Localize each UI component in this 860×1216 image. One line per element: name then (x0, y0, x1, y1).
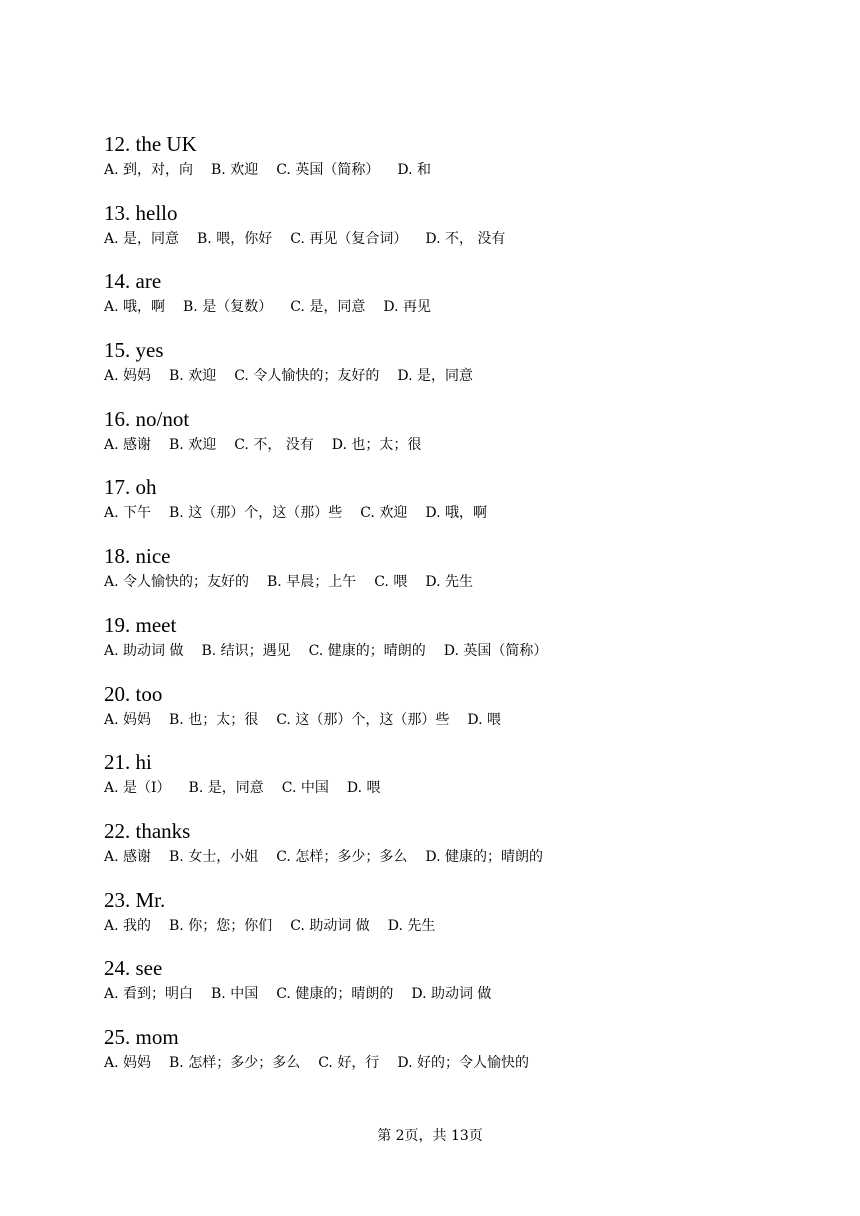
option-row (104, 778, 804, 798)
answer-option: A. 看到；明白 (104, 986, 194, 1003)
question-word: 24. see (104, 956, 163, 981)
option-row (104, 916, 804, 936)
option-row (104, 572, 804, 592)
answer-option: C. 是，同意 (290, 299, 366, 316)
answer-option: A. 是，同意 (104, 230, 180, 247)
answer-option: C. 中国 (281, 780, 329, 797)
answer-option: B. 是，同意 (188, 780, 264, 797)
answer-option: B. 是（复数） (183, 299, 273, 316)
question-item (104, 681, 804, 750)
answer-option: C. 欢迎 (360, 505, 408, 522)
answer-option: B. 早晨；上午 (267, 574, 357, 591)
answer-option: A. 妈妈 (104, 1054, 152, 1071)
answer-option: A. 到，对，向 (104, 162, 194, 178)
answer-option: D. 先生 (387, 917, 436, 934)
answer-option: D. 不， 没有 (425, 230, 506, 247)
question-list (104, 131, 804, 1093)
question-item (104, 818, 804, 887)
answer-option: B. 这（那）个，这（那）些 (169, 505, 343, 522)
question-item (104, 337, 804, 406)
question-word: 13. hello (104, 200, 178, 225)
page-footer: 第 2页，共 13页 (377, 1128, 483, 1144)
answer-option: C. 英国（简称） (276, 162, 380, 178)
question-item (104, 612, 804, 681)
answer-option: D. 哦，啊 (425, 505, 487, 522)
answer-option: A. 是（I） (104, 780, 171, 797)
answer-option: A. 妈妈 (104, 368, 152, 385)
answer-option: B. 也；太；很 (169, 711, 259, 728)
answer-option: B. 怎样；多少；多么 (169, 1054, 301, 1071)
answer-option: D. 先生 (425, 574, 473, 591)
question-item (104, 131, 804, 200)
question-word: 20. too (104, 681, 163, 706)
answer-option: C. 好，行 (318, 1054, 380, 1071)
question-word: 18. nice (104, 544, 171, 569)
option-row (104, 641, 804, 661)
answer-option: D. 英国（简称） (443, 642, 548, 659)
answer-option: C. 再见（复合词） (290, 230, 408, 247)
answer-option: D. 喂 (467, 711, 501, 728)
question-word: 25. mom (104, 1024, 179, 1049)
option-row (104, 435, 804, 455)
answer-option: C. 健康的；晴朗的 (308, 642, 426, 659)
answer-option: A. 助动词 做 (104, 642, 184, 659)
answer-option: A. 感谢 (104, 436, 152, 453)
question-word: 14. are (104, 269, 162, 294)
option-row (104, 229, 804, 249)
question-item (104, 200, 804, 269)
answer-option: B. 中国 (211, 986, 259, 1003)
question-word: 12. the UK (104, 132, 197, 156)
answer-option: A. 下午 (104, 505, 152, 522)
option-row (104, 297, 804, 317)
answer-option: D. 助动词 做 (411, 986, 492, 1003)
option-row (104, 710, 804, 730)
answer-option: A. 令人愉快的；友好的 (104, 574, 250, 591)
question-word: 23. Mr. (104, 887, 166, 912)
question-word: 15. yes (104, 338, 164, 363)
option-row (104, 1053, 804, 1073)
answer-option: B. 欢迎 (169, 436, 217, 453)
answer-option: A. 感谢 (104, 848, 152, 865)
option-row (104, 366, 804, 386)
answer-option: B. 欢迎 (211, 162, 259, 178)
answer-option: C. 助动词 做 (290, 917, 370, 934)
option-row (104, 984, 804, 1004)
answer-option: D. 再见 (383, 299, 431, 316)
question-item (104, 1024, 804, 1093)
answer-option: D. 喂 (346, 780, 381, 797)
answer-option: D. 健康的；晴朗的 (425, 848, 543, 865)
answer-option: B. 结识；遇见 (201, 642, 291, 659)
answer-option: A. 妈妈 (104, 711, 152, 728)
answer-option: C. 令人愉快的；友好的 (234, 368, 380, 385)
answer-option: D. 也；太；很 (331, 436, 422, 453)
question-item (104, 474, 804, 543)
question-item (104, 543, 804, 612)
answer-option: D. 好的；令人愉快的 (397, 1054, 529, 1071)
answer-option: C. 不， 没有 (234, 436, 314, 453)
question-word: 22. thanks (104, 818, 191, 843)
answer-option: C. 怎样；多少；多么 (276, 848, 408, 865)
answer-option: B. 欢迎 (169, 368, 217, 385)
answer-option: B. 你；您；你们 (169, 917, 273, 934)
question-word: 19. meet (104, 612, 177, 637)
answer-option: A. 我的 (104, 917, 152, 934)
question-item (104, 268, 804, 337)
question-word: 21. hi (104, 750, 152, 775)
answer-option: C. 喂 (374, 574, 408, 591)
question-item (104, 406, 804, 475)
answer-option: D. 和 (397, 162, 431, 178)
answer-option: A. 哦，啊 (104, 299, 166, 316)
answer-option: C. 这（那）个，这（那）些 (276, 711, 450, 728)
option-row (104, 847, 804, 867)
answer-option: D. 是，同意 (397, 368, 473, 385)
question-item (104, 749, 804, 818)
answer-option: B. 喂，你好 (197, 230, 273, 247)
answer-option: B. 女士，小姐 (169, 848, 259, 865)
option-row (104, 503, 804, 523)
answer-option: C. 健康的；晴朗的 (276, 986, 394, 1003)
question-item (104, 887, 804, 956)
question-word: 16. no/not (104, 406, 190, 431)
question-word: 17. oh (104, 475, 157, 500)
option-row (104, 160, 804, 180)
question-item (104, 955, 804, 1024)
